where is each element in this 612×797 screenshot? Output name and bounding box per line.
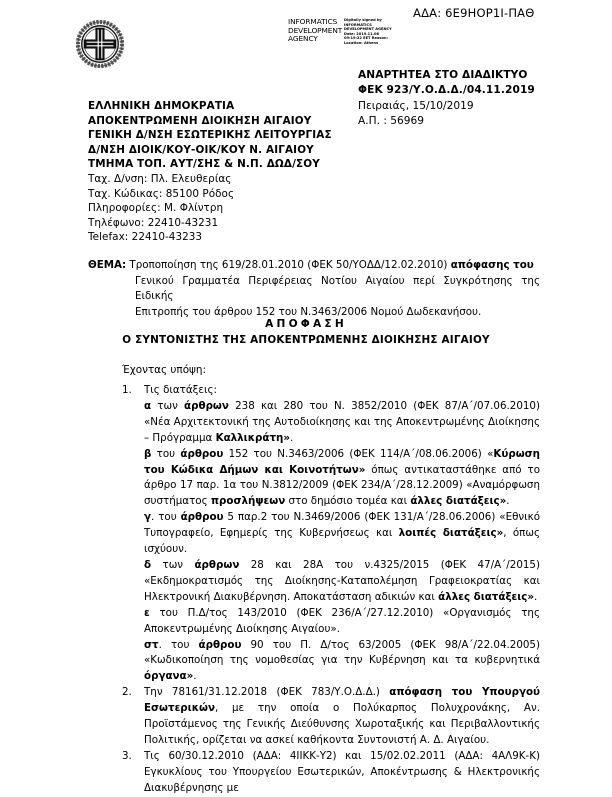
clause-text-run: , όπως ισχύουν.: [144, 527, 540, 556]
org-line-directorate: Δ/ΝΣΗ ΔΙΟΙΚ/ΚΟΥ-ΟΙΚ/ΚΟΥ Ν. ΑΙΓΑΙΟΥ: [88, 143, 314, 156]
subclause-letter: β: [144, 447, 152, 460]
ada-signature-stamp: [288, 18, 393, 58]
clause-text-run: των: [151, 558, 195, 571]
clause-text-run: .: [534, 590, 538, 603]
ada-stamp-meta-text: Digitally signed by INFORMATICS DEVELOPMENT AGENCY Date: 2019.11.06 09:19:22 EET Reason: Location: Athens: [344, 18, 392, 45]
clause-emphasis: απόφαση του Υπουργού Εσωτερικών: [144, 686, 540, 715]
clause-text-run: του Π.Δ/τος 143/2010 (ΦΕΚ 236/Α΄/27.12.2010) «Οργανισμός της Αποκεντρωμένης Διοίκησης Αιγαίου».: [144, 606, 540, 635]
clause-list: [122, 383, 540, 797]
clause-emphasis: Κύρωση του Κώδικα Δήμων και Κοινοτήτων»: [144, 447, 540, 476]
subject-third-line: Επιτροπής του άρθρου 152 του Ν.3463/2006 Νομού Δωδεκανήσου.: [135, 305, 482, 318]
clause-number: 3.: [122, 749, 132, 762]
clause-text-run: των: [151, 399, 185, 412]
clause-emphasis: λοιπές διατάξεις»: [398, 527, 504, 540]
subclause-item: [144, 399, 540, 447]
subclause-letter: γ: [144, 511, 152, 524]
hellenic-republic-emblem-icon: [76, 20, 124, 68]
clause-text-run: .: [506, 495, 510, 508]
clause-text-run: 152 του Ν.3463/2006 (ΦΕΚ 114/Α΄/08.06.2006) «: [223, 447, 494, 460]
org-line-republic: ΕΛΛΗΝΙΚΗ ΔΗΜΟΚΡΑΤΙΑ: [88, 100, 235, 112]
subject-second-line: Γενικού Γραμματέα Περιφέρειας Νοτίου Αιγαίου περί Συγκρότησης της Ειδικής: [135, 274, 540, 303]
preamble-text: Έχοντας υπόψη:: [122, 364, 206, 376]
org-line-administration: ΑΠΟΚΕΝΤΡΩΜΕΝΗ ΔΙΟΙΚΗΣΗ ΑΙΓΑΙΟΥ: [88, 114, 312, 127]
publication-notice: ΑΝΑΡΤΗΤΕΑ ΣΤΟ ΔΙΑΔΙΚΤΥΟ: [358, 69, 528, 81]
clause-item: [122, 685, 540, 749]
subject-first-line: [88, 258, 540, 274]
subclause-list: [144, 399, 540, 685]
clause-heading: Τις διατάξεις:: [144, 384, 217, 396]
subclause-item: [144, 606, 540, 638]
clause-text-run: .: [193, 670, 197, 683]
subclause-letter: ε: [144, 606, 150, 619]
clause-emphasis: άρθρων: [184, 399, 229, 412]
clause-emphasis: όργανα»: [144, 670, 194, 683]
subclause-item: [144, 638, 540, 686]
org-line-department: ΤΜΗΜΑ ΤΟΠ. ΑΥΤ/ΣΗΣ & Ν.Π. ΔΩΔ/ΣΟΥ: [88, 158, 320, 171]
clause-text-run: , με την οποία ο Πολύκαρπος Πολυχρονάκης, Αν. Προϊστάμενος της Γενικής Διεύθυνσης Χωροταξικής και Περιβαλλοντικής Πολιτικής, ορίζεται να ασκεί καθήκοντα Συντονιστή Α. Δ. Αιγαίου.: [144, 702, 540, 746]
fax-number: Telefax: 22410-43233: [88, 231, 203, 244]
clause-text-run: Την 78161/31.12.2018 (ΦΕΚ 783/Υ.Ο.Δ.Δ.): [144, 686, 390, 699]
clause-emphasis: άρθρων: [194, 558, 240, 571]
org-line-general-directorate: ΓΕΝΙΚΗ Δ/ΝΣΗ ΕΣΩΤΕΡΙΚΗΣ ΛΕΙΤΟΥΡΓΙΑΣ: [88, 129, 332, 142]
subclause-item: [144, 558, 540, 606]
clause-text-run: 238 και 280 του Ν. 3852/2010 (ΦΕΚ 87/Α΄/07.06.2010) «Νέα Αρχιτεκτονική της Αυτοδιοίκησης και της Αποκεντρωμένης Διοίκησης – Πρόγραμμα: [144, 399, 540, 444]
clause-text-run: . του: [158, 638, 199, 651]
clause-emphasis: άρθρου: [198, 638, 242, 651]
clause-number: 2.: [122, 686, 132, 699]
clause-emphasis: άρθρου: [180, 447, 224, 460]
phone-number: Τηλέφωνο: 22410-43231: [88, 216, 219, 229]
protocol-number: Α.Π. : 56969: [358, 115, 424, 128]
clause-text-run: .: [290, 431, 294, 444]
clause-text-run: στο δημόσιο τομέα και: [285, 495, 411, 508]
decision-issuer-title: Ο ΣΥΝΤΟΝΙΣΤΗΣ ΤΗΣ ΑΠΟΚΕΝΤΡΩΜΕΝΗΣ ΔΙΟΙΚΗΣΗΣ ΑΙΓΑΙΟΥ: [122, 334, 490, 346]
contact-person: Πληροφορίες: Μ. Φλίντρη: [88, 202, 224, 215]
clause-text-run: . του: [151, 511, 181, 524]
issue-place-date: Πειραιάς, 15/10/2019: [358, 99, 474, 112]
subject-block: [88, 258, 540, 320]
subject-label: ΘΕΜΑ:: [88, 259, 127, 271]
clause-emphasis: προσλήψεων: [210, 495, 286, 508]
header-left-block: [88, 99, 358, 245]
clause-text-run: του: [151, 447, 181, 460]
clause-text-run: 5 παρ.2 του Ν.3469/2006 (ΦΕΚ 131/Α΄/28.06.2006) «Εθνικό Τυπογραφείο, Εφημερίς της Κυβερνήσεως και: [144, 511, 541, 540]
subject-text-bold: απόφασης του: [450, 259, 534, 271]
clause-emphasis: Καλλικράτη»: [215, 431, 291, 444]
address-street: Ταχ. Δ/νση: Πλ. Ελευθερίας: [88, 172, 232, 185]
clause-body: [144, 749, 540, 797]
clause-emphasis: άλλες διατάξεις»: [410, 495, 507, 508]
clause-text-run: 28 και 28Α του ν.4325/2015 (ΦΕΚ 47/Α΄/2015) «Εκδημοκρατισμός της Διοίκησης-Καταπολέμηση Γραφειοκρατίας και Ηλεκτρονική Διακυβέρνηση. Αποκατάσταση αδικιών και: [144, 558, 541, 603]
clause-number: 1.: [122, 384, 132, 396]
subclause-item: [144, 510, 540, 558]
clause-text-run: 90 του Π. Δ/τος 63/2005 (ΦΕΚ 98/Α΄/22.04.2005) «Κωδικοποίηση της νομοθεσίας για την Κυβέρνηση και τα κυβερνητικά: [144, 638, 541, 667]
clause-item: [122, 749, 540, 797]
header-right-block: [358, 68, 598, 130]
subclause-letter: α: [144, 399, 152, 412]
clause-emphasis: άρθρου: [180, 511, 224, 524]
clause-emphasis: άλλες διατάξεις»: [438, 590, 535, 603]
subclause-letter: δ: [144, 558, 152, 571]
ada-code-label: ΑΔΑ: 6Ε9ΗΟΡ1Ι-ΠΑΘ: [413, 6, 535, 20]
gazette-reference: ΦΕΚ 923/Υ.Ο.Δ.Δ./04.11.2019: [358, 84, 535, 97]
clause-item: [122, 383, 540, 685]
address-postcode: Ταχ. Κώδικας: 85100 Ρόδος: [88, 187, 235, 200]
subclause-item: [144, 447, 540, 511]
clause-text-run: όπως αντικαταστάθηκε από το άρθρο 17 παρ. 1α του Ν.3812/2009 (ΦΕΚ 234/Α΄/28.12.2009) «Αναμόρφωση συστήματος: [144, 463, 540, 508]
subject-text-part1: Τροποποίηση της 619/28.01.2010 (ΦΕΚ 50/ΥΟΔΔ/12.02.2010): [126, 259, 451, 271]
ada-stamp-brand-text: INFORMATICS DEVELOPMENT AGENCY: [288, 17, 343, 44]
clause-body: [144, 685, 540, 749]
decision-title: ΑΠΟΦΑΣΗ: [265, 318, 347, 330]
subclause-letter: στ: [144, 638, 159, 651]
clause-text-run: Τις 60/30.12.2010 (ΑΔΑ: 4ΙΙΚΚ-Υ2) και 15/02.02.2011 (ΑΔΑ: 4ΑΛ9Κ-Κ) Εγκυκλίους του Υπουργείου Εσωτερικών, Αποκέντρωσης & Ηλεκτρονικής Διακυβέρνησης με: [144, 749, 540, 794]
